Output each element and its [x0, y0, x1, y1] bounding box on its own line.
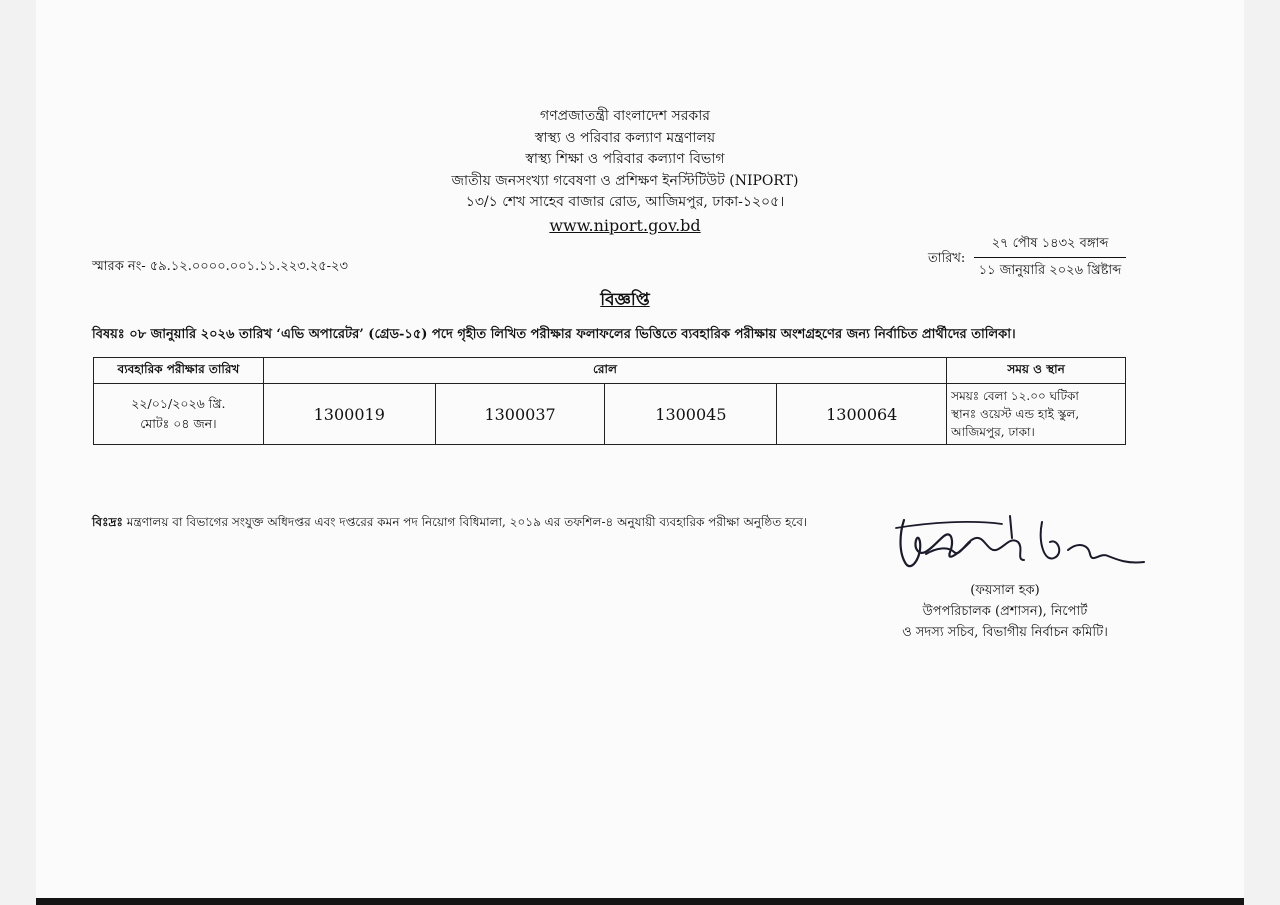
exam-date-cell [94, 384, 264, 445]
signer-block [855, 580, 1155, 643]
time-place-cell [947, 384, 1126, 445]
date-block [974, 234, 1126, 282]
header-time-place: সময় ও স্থান [947, 358, 1126, 384]
note-text: মন্ত্রণালয় বা বিভাগের সংযুক্ত অধিদপ্তর এবং দপ্তরের কমন পদ নিয়োগ বিধিমালা, ২০১৯ এর তফশিল-৪ অনুযায়ী ব্যবহারিক পরীক্ষা অনুষ্ঠিত হবে। [122, 515, 808, 529]
website-link[interactable]: www.niport.gov.bd [549, 215, 701, 235]
header-roll: রোল [263, 358, 946, 384]
notice-title: বিজ্ঞপ্তি [600, 290, 650, 310]
roll-number: 1300019 [263, 384, 435, 445]
signer-name: (ফয়সাল হক) [970, 583, 1040, 598]
institute-address: ১৩/১ শেখ সাহেব বাজার রোড, আজিমপুর, ঢাকা-১২০৫। [465, 194, 785, 210]
roll-number: 1300045 [605, 384, 777, 445]
memo-number: স্মারক নং- ৫৯.১২.০০০০.০০১.১১.২২৩.২৫-২৩ [92, 259, 348, 274]
letterhead [0, 106, 1250, 238]
candidate-total: মোটঃ ০৪ জন। [140, 416, 217, 431]
govt-name: গণপ্রজাতন্ত্রী বাংলাদেশ সরকার [540, 108, 710, 124]
scan-edge-bar [36, 898, 1244, 905]
exam-venue-city: আজিমপুর, ঢাকা। [951, 425, 1035, 439]
signer-designation: উপপরিচালক (প্রশাসন), নিপোর্ট [922, 604, 1088, 619]
exam-time: সময়ঃ বেলা ১২.০০ ঘটিকা [951, 389, 1079, 403]
subject-line: বিষয়ঃ ০৮ জানুয়ারি ২০২৬ তারিখ ‘এভি অপারেটর’ (গ্রেড-১৫) পদে গৃহীত লিখিত পরীক্ষার ফলাফলের ভিত্তিতে ব্যবহারিক পরীক্ষায় অংশগ্রহণের জন্য নির্বাচিত প্রার্থীদের তালিকা। [92, 327, 1016, 342]
exam-venue: স্থানঃ ওয়েস্ট এন্ড হাই স্কুল, [951, 407, 1080, 421]
roll-number: 1300037 [435, 384, 605, 445]
results-table [93, 357, 1126, 445]
date-english: ১১ জানুয়ারি ২০২৬ খ্রিষ্টাব্দ [978, 263, 1122, 278]
table-header-row [94, 358, 1126, 384]
division-name: স্বাস্থ্য শিক্ষা ও পরিবার কল্যাণ বিভাগ [525, 151, 725, 167]
signer-role: ও সদস্য সচিব, বিভাগীয় নির্বাচন কমিটি। [902, 625, 1108, 640]
roll-number: 1300064 [777, 384, 947, 445]
table-row [94, 384, 1126, 445]
date-label: তারিখ: [928, 251, 966, 266]
note [92, 514, 807, 534]
note-label: বিঃদ্রঃ [92, 515, 123, 529]
header-practical-date: ব্যবহারিক পরীক্ষার তারিখ [94, 358, 264, 384]
institute-name: জাতীয় জনসংখ্যা গবেষণা ও প্রশিক্ষণ ইনস্টিটিউট (NIPORT) [451, 172, 799, 189]
exam-date: ২২/০১/২০২৬ খ্রি. [131, 396, 226, 411]
ministry-name: স্বাস্থ্য ও পরিবার কল্যাণ মন্ত্রণালয় [534, 129, 716, 146]
date-bangla: ২৭ পৌষ ১৪৩২ বঙ্গাব্দ [974, 234, 1126, 258]
